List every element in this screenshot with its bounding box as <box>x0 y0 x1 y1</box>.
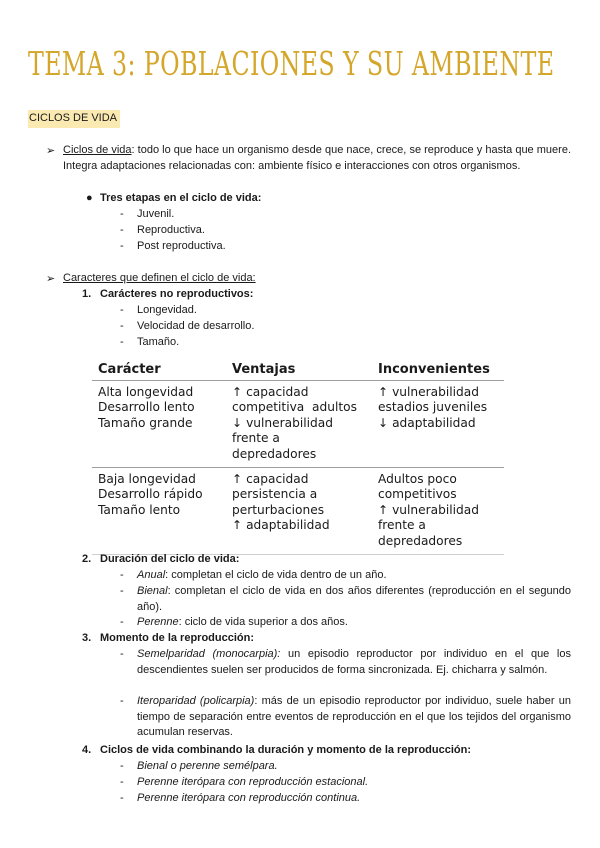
term: Bienal <box>137 585 168 597</box>
dash-icon: - <box>120 792 124 804</box>
item-number: 4. <box>82 744 92 756</box>
table-row <box>92 467 504 554</box>
dash-icon: - <box>120 336 124 348</box>
cell-line: Alta longevidad <box>98 384 194 399</box>
cell-line: depredadores <box>378 533 463 548</box>
table-row <box>92 380 504 467</box>
item-number: 2. <box>82 553 92 565</box>
etapa-item: Reproductiva. <box>137 224 205 236</box>
item-number: 1. <box>82 288 92 300</box>
table-cell <box>226 467 372 554</box>
item-number: 3. <box>82 632 92 644</box>
list-item: Perenne iterópara con reproducción continua. <box>137 792 361 804</box>
term: Semelparidad (monocarpia): <box>137 648 281 660</box>
dot-bullet-icon: ● <box>86 192 93 204</box>
cell-line: perturbaciones <box>232 502 325 517</box>
cell-line: Adultos poco <box>378 471 457 486</box>
item1-title: Carácteres no reproductivos: <box>100 288 254 300</box>
list-item: Bienal o perenne semélpara. <box>137 760 278 772</box>
list-item <box>137 615 571 631</box>
page-title: TEMA 3: POBLACIONES Y SU AMBIENTE <box>28 44 555 83</box>
term: Anual <box>137 569 166 581</box>
term-text: : completan el ciclo de vida en dos años diferentes (reproducción en el segundo año). <box>137 585 571 613</box>
table-cell <box>92 467 226 554</box>
list-item: Longevidad. <box>137 304 197 316</box>
dash-icon: - <box>120 208 124 220</box>
cell-line: ↓ adaptabilidad <box>378 415 476 430</box>
table-cell <box>372 467 504 554</box>
etapa-item: Post reproductiva. <box>137 240 226 252</box>
table-cell <box>372 380 504 467</box>
cell-line: frente a <box>232 431 280 446</box>
cell-line: frente a <box>378 518 426 533</box>
dash-icon: - <box>120 695 124 707</box>
term-text: : completan el ciclo de vida dentro de un año. <box>165 569 387 581</box>
list-item: Velocidad de desarrollo. <box>137 320 255 332</box>
cell-line: ↑ vulnerabilidad <box>378 502 479 517</box>
cell-line: estadios juveniles <box>378 400 488 415</box>
list-item <box>137 694 571 741</box>
item4-title: Ciclos de vida combinando la duración y momento de la reproducción: <box>100 744 472 756</box>
cell-line: Desarrollo rápido <box>98 487 203 502</box>
list-item: Tamaño. <box>137 336 180 348</box>
dash-icon: - <box>120 224 124 236</box>
cell-line: persistencia a <box>232 487 318 502</box>
ciclos-text: : todo lo que hace un organismo desde que nace, crece, se reproduce y hasta que muere. Integra adaptaciones relacionadas con: ambiente físico e interacciones con otros organismos. <box>63 144 571 172</box>
cell-line: ↑ capacidad <box>232 471 309 486</box>
list-item: Perenne iteróparа con reproducción estacional. <box>137 776 369 788</box>
ciclos-definition <box>63 143 571 174</box>
dash-icon: - <box>120 585 124 597</box>
etapa-item: Juvenil. <box>137 208 175 220</box>
cell-line: ↑ capacidad <box>232 384 309 399</box>
dash-icon: - <box>120 320 124 332</box>
dash-icon: - <box>120 569 124 581</box>
section-heading: CICLOS DE VIDA <box>28 110 120 128</box>
list-item <box>137 568 571 584</box>
cell-line: Desarrollo lento <box>98 400 195 415</box>
cell-line: Tamaño lento <box>98 502 181 517</box>
dash-icon: - <box>120 304 124 316</box>
ciclos-term: Ciclos de vida <box>63 144 132 156</box>
term-text: un episodio reproductor por individuo en el que los descendientes suelen ser producidos de forma sincronizada. Ej. chicharra y salmón. <box>137 648 571 676</box>
table-header: Ventajas <box>226 360 372 380</box>
table-header: Inconvenientes <box>372 360 504 380</box>
term: Perenne <box>137 616 179 628</box>
term: Iteroparidad (policarpia) <box>137 695 255 707</box>
cell-line: ↑ adaptabilidad <box>232 518 330 533</box>
cell-line: competitivos <box>378 487 457 502</box>
arrow-bullet-icon: ➢ <box>46 273 56 285</box>
table-cell <box>226 380 372 467</box>
item3-title: Momento de la reproducción: <box>100 632 255 644</box>
cell-line: ↑ vulnerabilidad <box>378 384 479 399</box>
term-text: : ciclo de vida superior a dos años. <box>178 616 348 628</box>
etapas-title: Tres etapas en el ciclo de vida: <box>100 192 262 204</box>
cell-line: ↓ vulnerabilidad <box>232 415 333 430</box>
dash-icon: - <box>120 616 124 628</box>
table-cell <box>92 380 226 467</box>
term-text: : más de un episodio reproductor por individuo, suele haber un tiempo de separación entre eventos de reproducción en el que los tejidos del organismo acumulan reservas. <box>137 695 571 738</box>
caracteres-table <box>92 360 504 555</box>
item2-title: Duración del ciclo de vida: <box>100 553 240 565</box>
list-item <box>137 584 571 615</box>
cell-line: Tamaño grande <box>98 415 193 430</box>
cell-line: depredadores <box>232 446 317 461</box>
dash-icon: - <box>120 760 124 772</box>
list-item <box>137 647 571 678</box>
dash-icon: - <box>120 240 124 252</box>
table-header-row <box>92 360 504 380</box>
dash-icon: - <box>120 648 124 660</box>
cell-line: competitiva adultos <box>232 400 357 415</box>
dash-icon: - <box>120 776 124 788</box>
arrow-bullet-icon: ➢ <box>46 145 56 157</box>
caracteres-heading: Caracteres que definen el ciclo de vida: <box>63 272 256 284</box>
cell-line: Baja longevidad <box>98 471 196 486</box>
table-header: Carácter <box>92 360 226 380</box>
